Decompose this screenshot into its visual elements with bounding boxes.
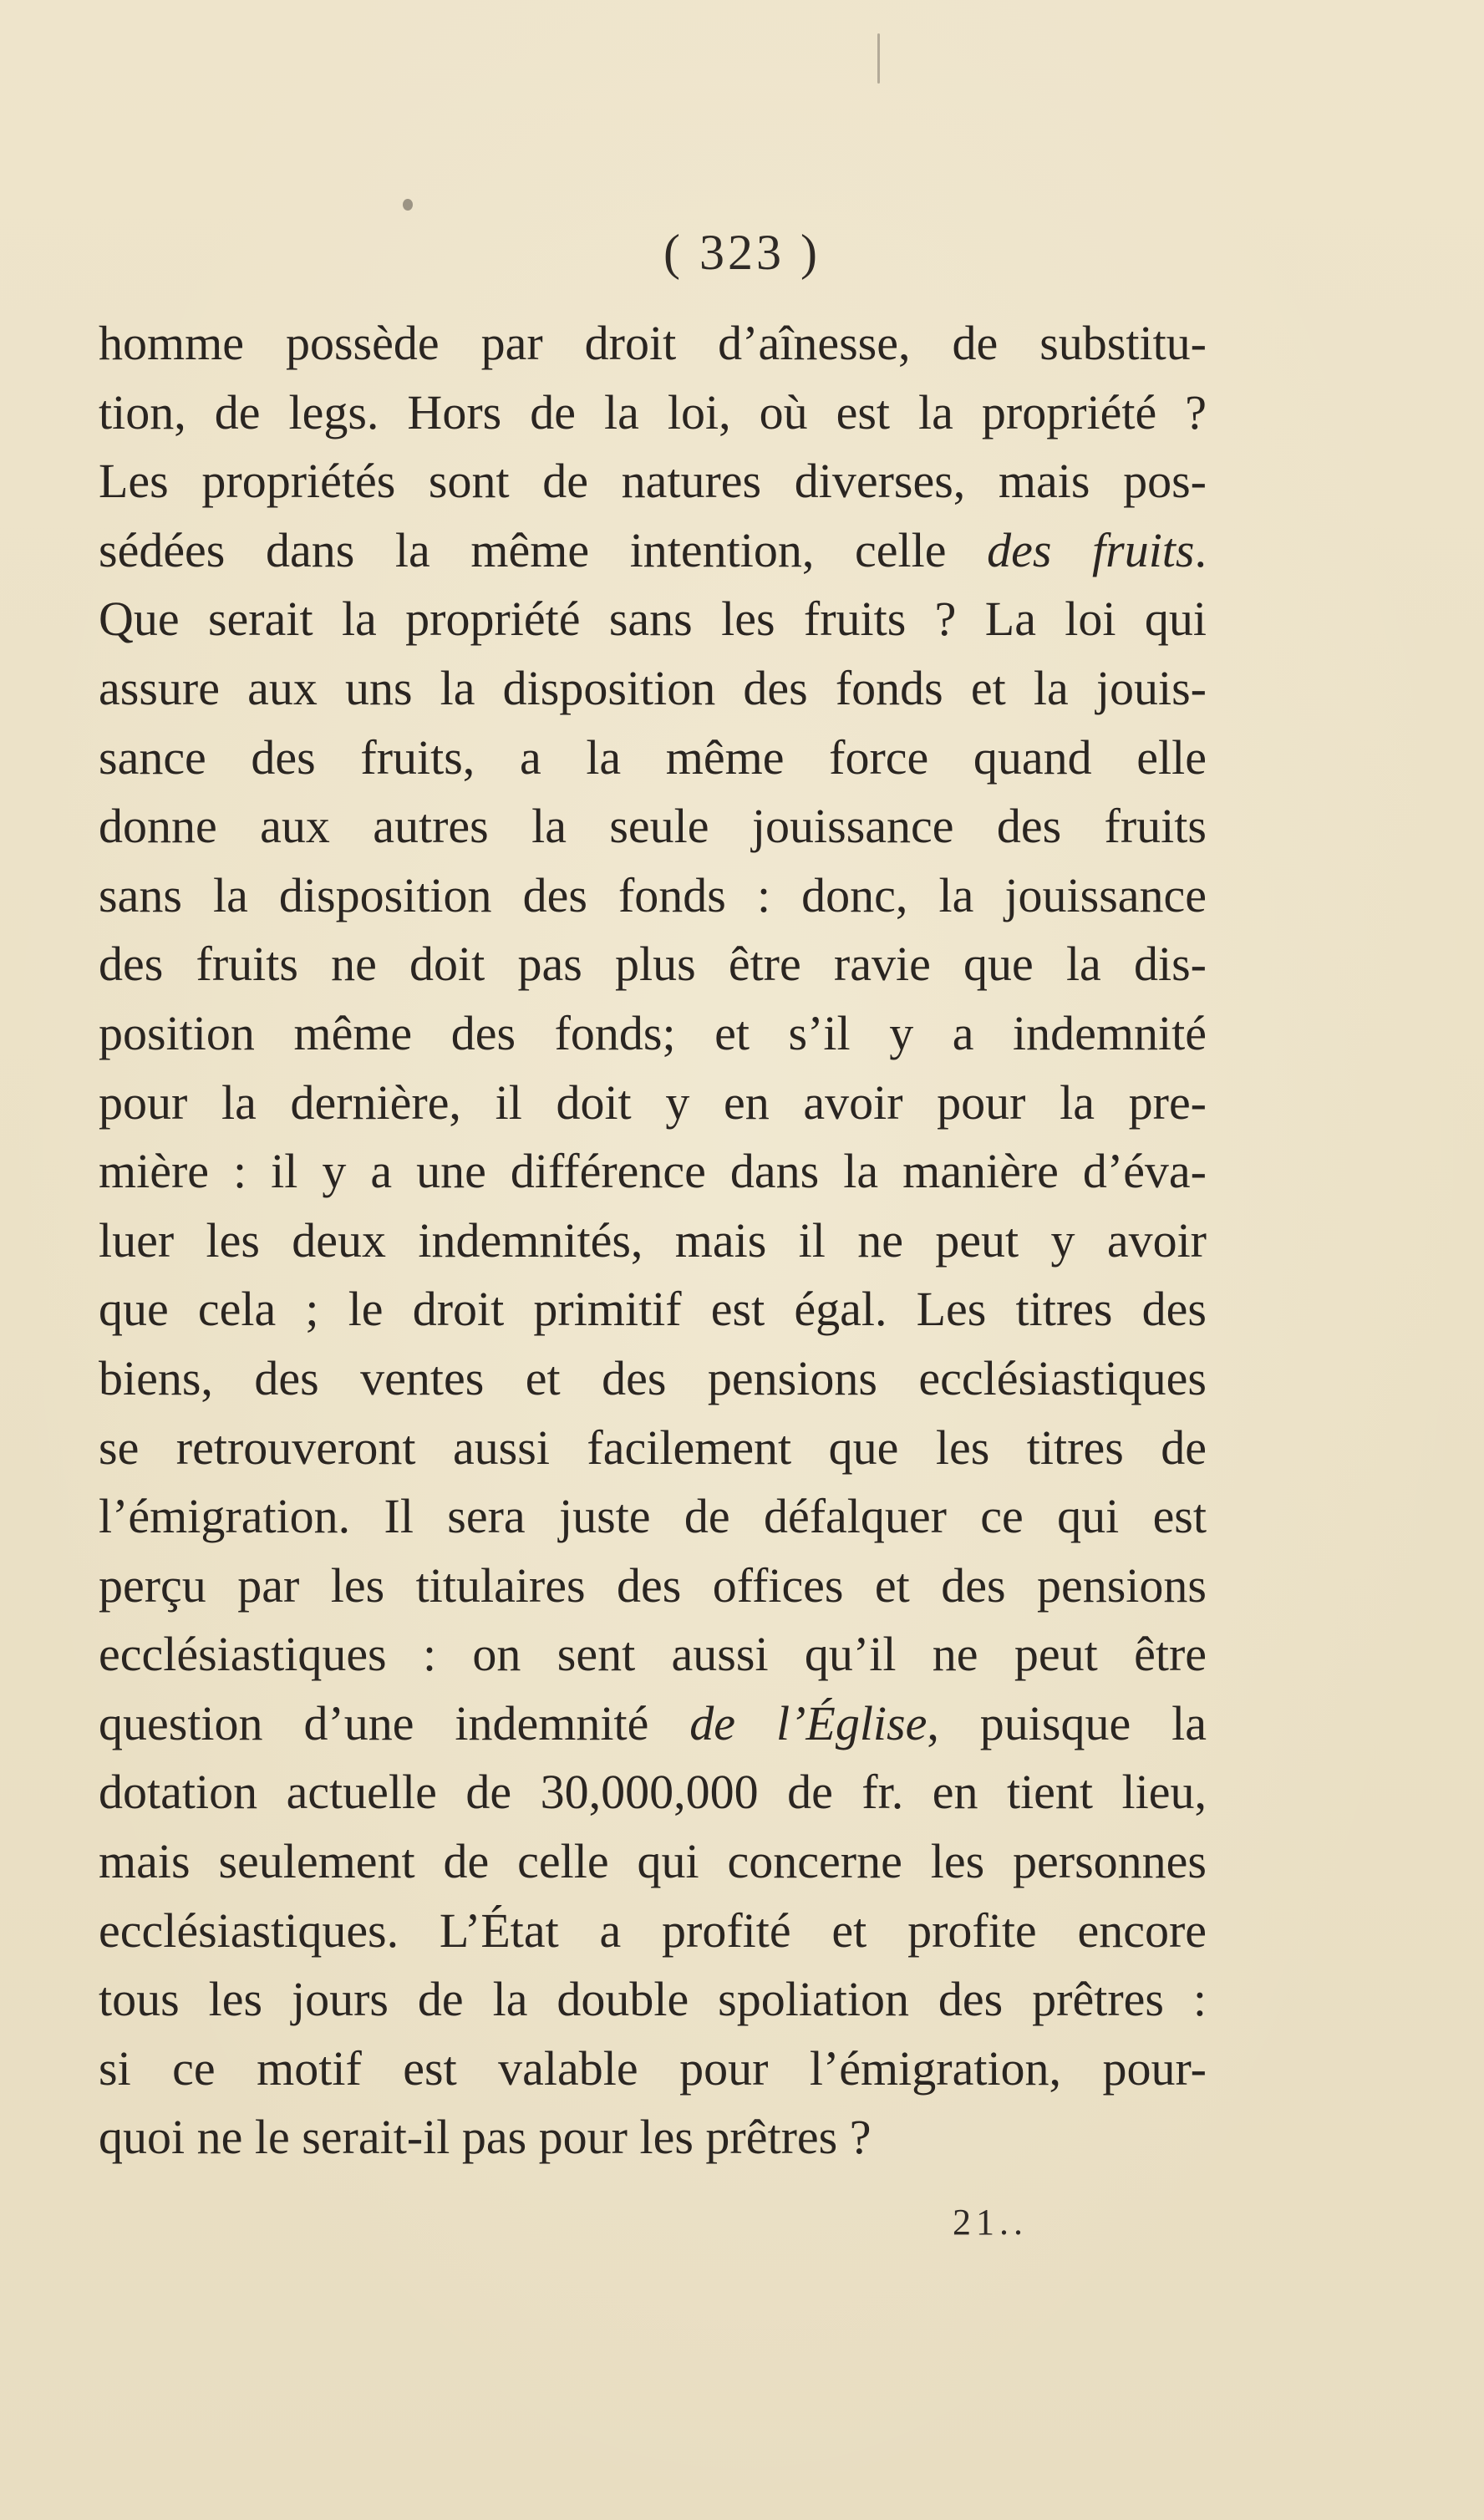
- text-line: position même des fonds; et s’il y a indemnité: [99, 1005, 1207, 1060]
- text-line: Que serait la propriété sans les fruits ? La loi qui: [99, 592, 1207, 647]
- text-line: perçu par les titulaires des offices et des pensions: [99, 1557, 1207, 1613]
- text-line: des fruits ne doit pas plus être ravie que la dis-: [99, 937, 1207, 992]
- text-line: mière : il y a une différence dans la manière d’éva-: [99, 1144, 1207, 1199]
- italic-phrase: des fruits: [987, 522, 1195, 577]
- text-line: biens, des ventes et des pensions ecclésiastiques: [99, 1350, 1207, 1405]
- text-line: mais seulement de celle qui concerne les personnes: [99, 1834, 1207, 1889]
- body-text: [99, 309, 1207, 2172]
- text-line: pour la dernière, il doit y en avoir pour la pre-: [99, 1075, 1207, 1130]
- text-line: ecclésiastiques : on sent aussi qu’il ne peut être: [99, 1627, 1207, 1682]
- page-number: ( 323 ): [663, 225, 821, 280]
- text-line: dotation actuelle de 30,000,000 de fr. en tient lieu,: [99, 1765, 1207, 1820]
- text-line: sans la disposition des fonds : donc, la jouissance: [99, 867, 1207, 922]
- text-line: quoi ne le serait-il pas pour les prêtres ?: [99, 2110, 872, 2165]
- text-line: Les propriétés sont de natures diverses, mais pos-: [99, 454, 1207, 509]
- text-line: luer les deux indemnités, mais il ne peut y avoir: [99, 1212, 1207, 1268]
- text-line: donne aux autres la seule jouissance des fruits: [99, 799, 1207, 854]
- text-line: tous les jours de la double spoliation des prêtres :: [99, 1972, 1207, 2027]
- text-line: sédées dans la même intention, celle des fruits.: [99, 522, 1207, 577]
- text-line: question d’une indemnité de l’Église, puisque la: [99, 1695, 1207, 1750]
- text-line: ecclésiastiques. L’État a profité et profite encore: [99, 1903, 1207, 1958]
- ink-speck: [877, 33, 880, 84]
- text-line: sance des fruits, a la même force quand elle: [99, 729, 1207, 785]
- text-line: assure aux uns la disposition des fonds et la jouis-: [99, 660, 1207, 715]
- text-line: homme possède par droit d’aînesse, de substitu-: [99, 316, 1207, 370]
- text-line: tion, de legs. Hors de la loi, où est la propriété ?: [99, 384, 1207, 439]
- ink-speck: [403, 199, 413, 211]
- text-line: se retrouveront aussi facilement que les titres de: [99, 1420, 1207, 1475]
- text-line: si ce motif est valable pour l’émigration, pour-: [99, 2040, 1207, 2096]
- text-line: que cela ; le droit primitif est égal. Les titres des: [99, 1282, 1207, 1337]
- italic-phrase: de l’Église: [689, 1695, 928, 1750]
- text-line: l’émigration. Il sera juste de défalquer ce qui est: [99, 1489, 1207, 1544]
- signature-mark: 21..: [953, 2202, 1028, 2243]
